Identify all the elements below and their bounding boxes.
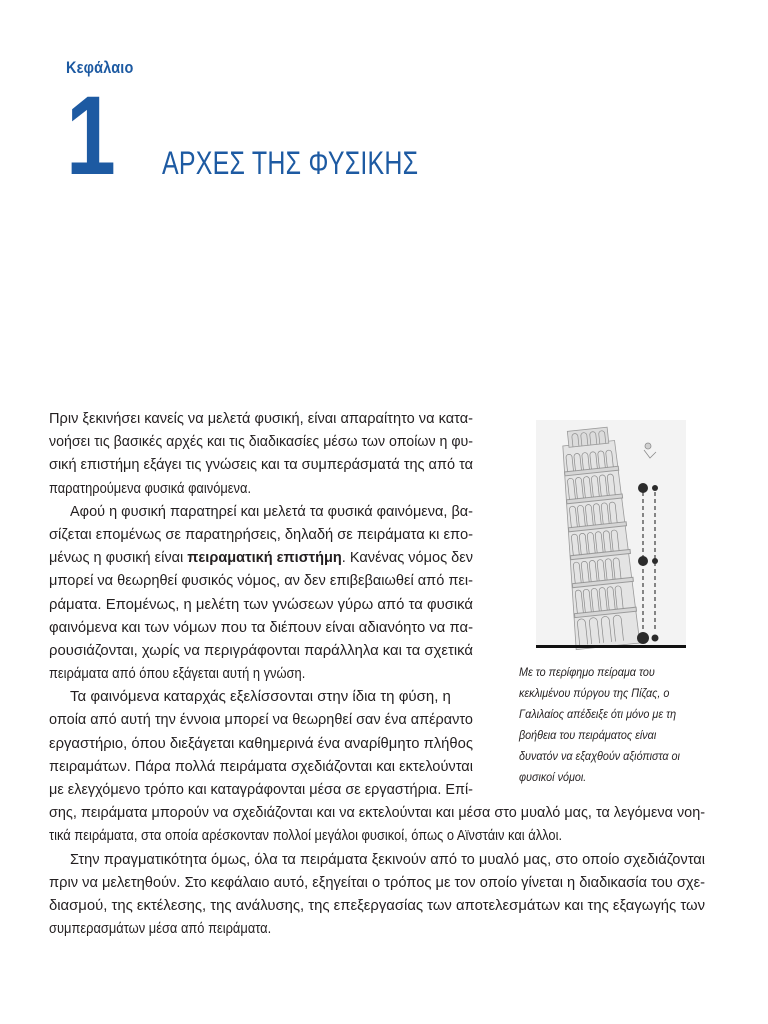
- body-line: Αφού η φυσική παρατηρεί και μελετά τα φυσικά φαινόμενα, βα-: [70, 502, 474, 520]
- body-text-run: . Κανένας νόμος δεν: [341, 549, 473, 567]
- body-line: σίζεται επομένως σε παρατηρήσεις, δηλαδή σε πειράματα κι επο-: [49, 525, 474, 543]
- chapter-title: ΑΡΧΕΣ ΤΗΣ ΦΥΣΙΚΗΣ: [162, 145, 419, 181]
- body-line: σης, πειράματα μπορούν να σχεδιάζονται και να εκτελούνται και μέσα στο μυαλό μας, τα λεγόμενα νοη-: [49, 804, 706, 822]
- chapter-number: 1: [66, 73, 116, 198]
- body-line: τικά πειράματα, στα οποία αρέσκονταν πολλοί μεγάλοι φυσικοί, όπως ο Αϊνστάιν και άλλοι.: [49, 827, 563, 845]
- body-line: εργαστήριο, όπου διεξάγεται καθημερινά ένα αναρίθμητο πλήθος: [49, 734, 474, 752]
- caption-line: Γαλιλαίος απέδειξε ότι μόνο με τη: [519, 707, 677, 721]
- body-text-run: μένως η φυσική είναι: [49, 549, 188, 567]
- bold-term: πειραματική επιστήμη: [187, 549, 342, 567]
- body-line: μπορεί να θεωρηθεί φυσικός νόμος, αν δεν επιβεβαιωθεί από πει-: [49, 572, 473, 590]
- body-line: οποία από αυτή την έννοια μπορεί να θεωρηθεί σαν ένα απέραντο: [49, 711, 473, 729]
- chapter-label: Κεφάλαιο: [66, 58, 134, 77]
- body-line: Τα φαινόμενα καταρχάς εξελίσσονται στην ίδια τη φύση, η: [70, 688, 451, 706]
- body-line: συμπερασμάτων μέσα από πειράματα.: [49, 920, 272, 938]
- body-line: παρατηρούμενα φυσικά φαινόμενα.: [49, 479, 252, 497]
- body-line: πειράματα από όπου εξάγεται αυτή η γνώση.: [49, 665, 306, 683]
- body-line: ράματα. Επομένως, η μελέτη των γνώσεων γύρω από τα φυσικά: [49, 595, 474, 613]
- body-line: σική επιστήμη εξάγει τις γνώσεις και τα συμπεράσματά της από τα: [49, 456, 473, 474]
- body-line: πειραμάτων. Πάρα πολλά πειράματα σχεδιάζονται και εκτελούνται: [49, 757, 474, 775]
- body-line: διασμού, της εκτέλεσης, της ανάλυσης, της επεξεργασίας των αποτελεσμάτων και της εξαγωγής των: [49, 896, 705, 914]
- body-line: νοήσει τις βασικές αρχές και τις διαδικασίες μέσω των οποίων η φυ-: [49, 433, 474, 451]
- body-line: φαινόμενα και των νόμων που τα διέπουν είναι αδιανόητο να πα-: [49, 618, 474, 636]
- caption-line: δυνατόν να εξαχθούν αξιόπιστα οι: [519, 749, 680, 763]
- caption-line: φυσικοί νόμοι.: [519, 770, 587, 784]
- leaning-tower-of-pisa-illustration: [536, 420, 686, 652]
- body-line: ρουσιάζονται, χωρίς να περιγράφονται παράλληλα και τα σχετικά: [49, 641, 473, 659]
- figure-caption: [519, 662, 719, 788]
- caption-line: κεκλιμένου πύργου της Πίζας, ο: [519, 686, 670, 700]
- caption-line: βοήθεια του πειράματος είναι: [519, 728, 657, 742]
- body-line: Πριν ξεκινήσει κανείς να μελετά φυσική, είναι απαραίτητο να κατα-: [49, 410, 474, 427]
- caption-line: Με το περίφημο πείραμα του: [519, 665, 655, 679]
- body-line: Στην πραγματικότητα όμως, όλα τα πειράματα ξεκινούν από το μυαλό μας, στο οποίο σχεδιάζονται: [70, 850, 706, 868]
- body-line: πριν να μελετηθούν. Στο κεφάλαιο αυτό, εξηγείται ο τρόπος με τον οποίο γίνεται η διαδικασία του σχε-: [49, 873, 706, 891]
- body-line: με ελεγχόμενο τρόπο και καταγράφονται μέσα σε εργαστήρια. Επί-: [49, 781, 474, 798]
